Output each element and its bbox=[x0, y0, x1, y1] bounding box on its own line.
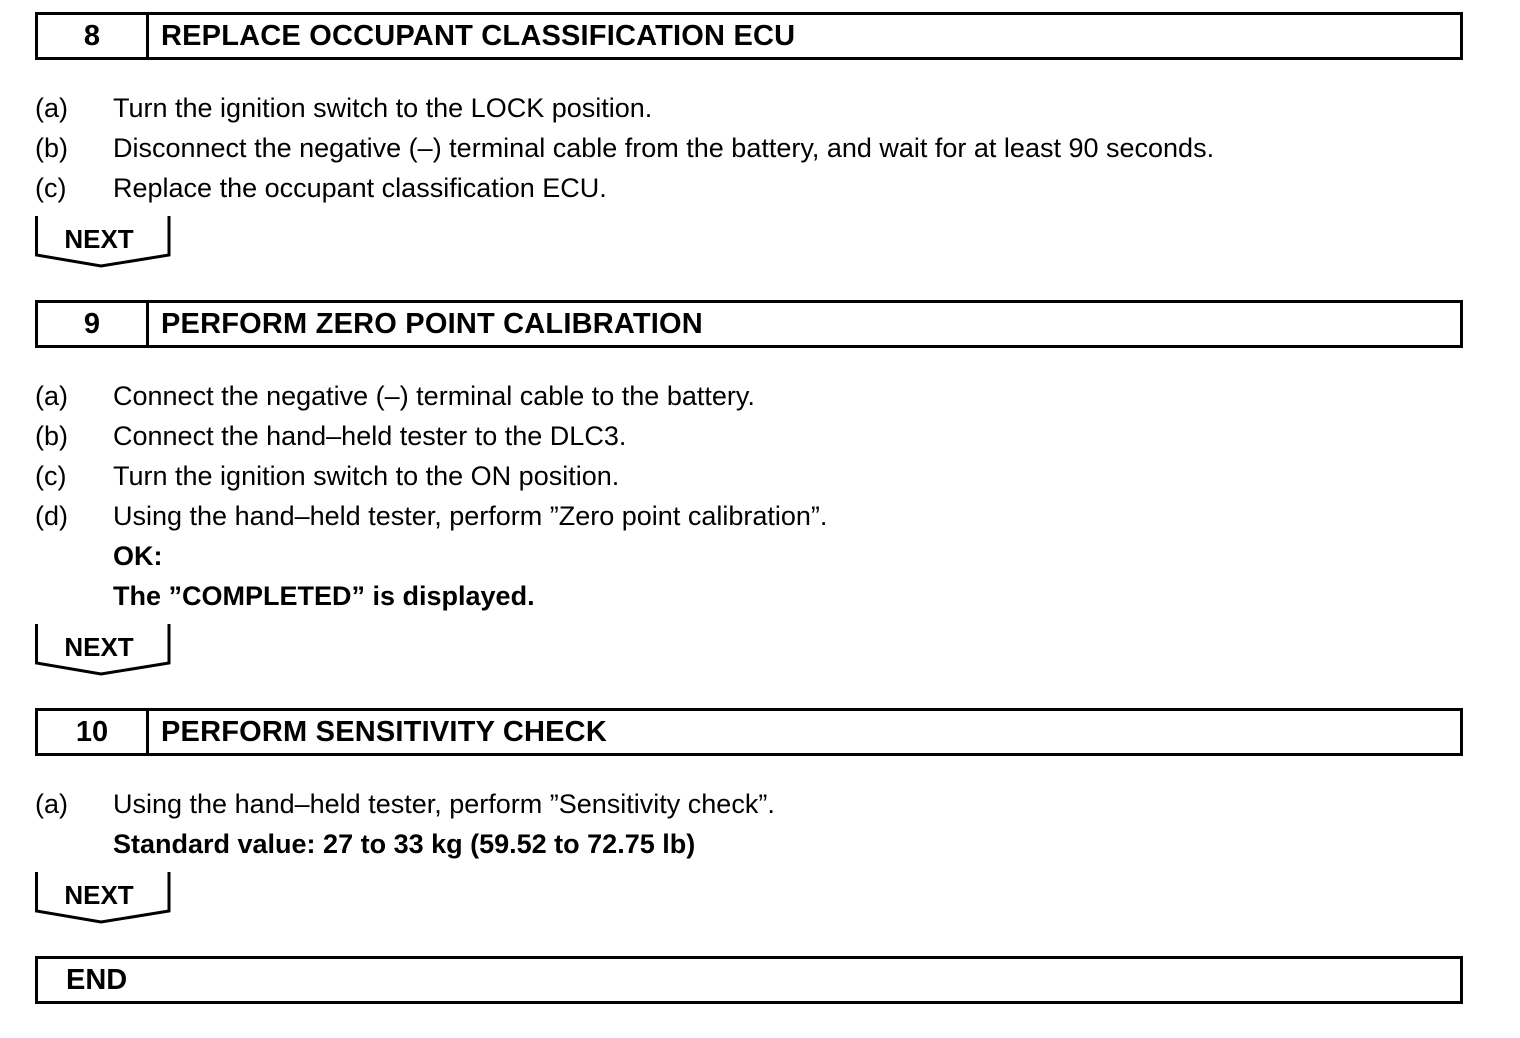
list-item bbox=[35, 456, 1475, 496]
item-text: Connect the hand–held tester to the DLC3. bbox=[113, 420, 627, 451]
item-marker: (c) bbox=[35, 172, 67, 203]
ok-criteria: The ”COMPLETED” is displayed. bbox=[113, 580, 535, 611]
item-text: Replace the occupant classification ECU. bbox=[113, 172, 607, 203]
step-number: 8 bbox=[38, 15, 149, 57]
item-text: Disconnect the negative (–) terminal cable from the battery, and wait for at least 90 seconds. bbox=[113, 132, 1215, 163]
next-label: NEXT bbox=[64, 880, 134, 910]
ok-label: OK: bbox=[113, 540, 163, 571]
step-9-header bbox=[35, 300, 1463, 348]
item-marker: (b) bbox=[35, 420, 68, 451]
item-marker: (d) bbox=[35, 500, 68, 531]
step-8-instructions bbox=[35, 88, 1475, 208]
step-10-header bbox=[35, 708, 1463, 756]
list-item bbox=[35, 784, 1475, 824]
step-8-header bbox=[35, 12, 1463, 60]
item-text: Using the hand–held tester, perform ”Zero point calibration”. bbox=[113, 500, 828, 531]
standard-value: Standard value: 27 to 33 kg (59.52 to 72.75 lb) bbox=[113, 828, 696, 859]
list-item bbox=[35, 376, 1475, 416]
step-title: PERFORM SENSITIVITY CHECK bbox=[161, 715, 607, 748]
item-text: Turn the ignition switch to the LOCK position. bbox=[113, 92, 653, 123]
list-item bbox=[35, 88, 1475, 128]
step-10-instructions bbox=[35, 784, 1475, 864]
step-number: 9 bbox=[38, 303, 149, 345]
item-text: Connect the negative (–) terminal cable to the battery. bbox=[113, 380, 755, 411]
next-label: NEXT bbox=[64, 224, 134, 254]
item-marker: (a) bbox=[35, 788, 68, 819]
item-marker: (a) bbox=[35, 380, 68, 411]
step-number: 10 bbox=[38, 711, 149, 753]
next-button[interactable] bbox=[35, 624, 171, 676]
next-label: NEXT bbox=[64, 632, 134, 662]
item-text: Using the hand–held tester, perform ”Sensitivity check”. bbox=[113, 788, 775, 819]
item-marker: (a) bbox=[35, 92, 68, 123]
end-box bbox=[35, 956, 1463, 1004]
list-item bbox=[35, 496, 1475, 536]
step-title: REPLACE OCCUPANT CLASSIFICATION ECU bbox=[161, 19, 796, 52]
list-item bbox=[35, 128, 1475, 168]
item-marker: (b) bbox=[35, 132, 68, 163]
step-title: PERFORM ZERO POINT CALIBRATION bbox=[161, 307, 703, 340]
item-marker: (c) bbox=[35, 460, 67, 491]
list-item bbox=[35, 416, 1475, 456]
list-item bbox=[35, 168, 1475, 208]
step-9-instructions bbox=[35, 376, 1475, 616]
item-text: Turn the ignition switch to the ON position. bbox=[113, 460, 620, 491]
end-label: END bbox=[66, 963, 128, 996]
next-button[interactable] bbox=[35, 872, 171, 924]
next-button[interactable] bbox=[35, 216, 171, 268]
